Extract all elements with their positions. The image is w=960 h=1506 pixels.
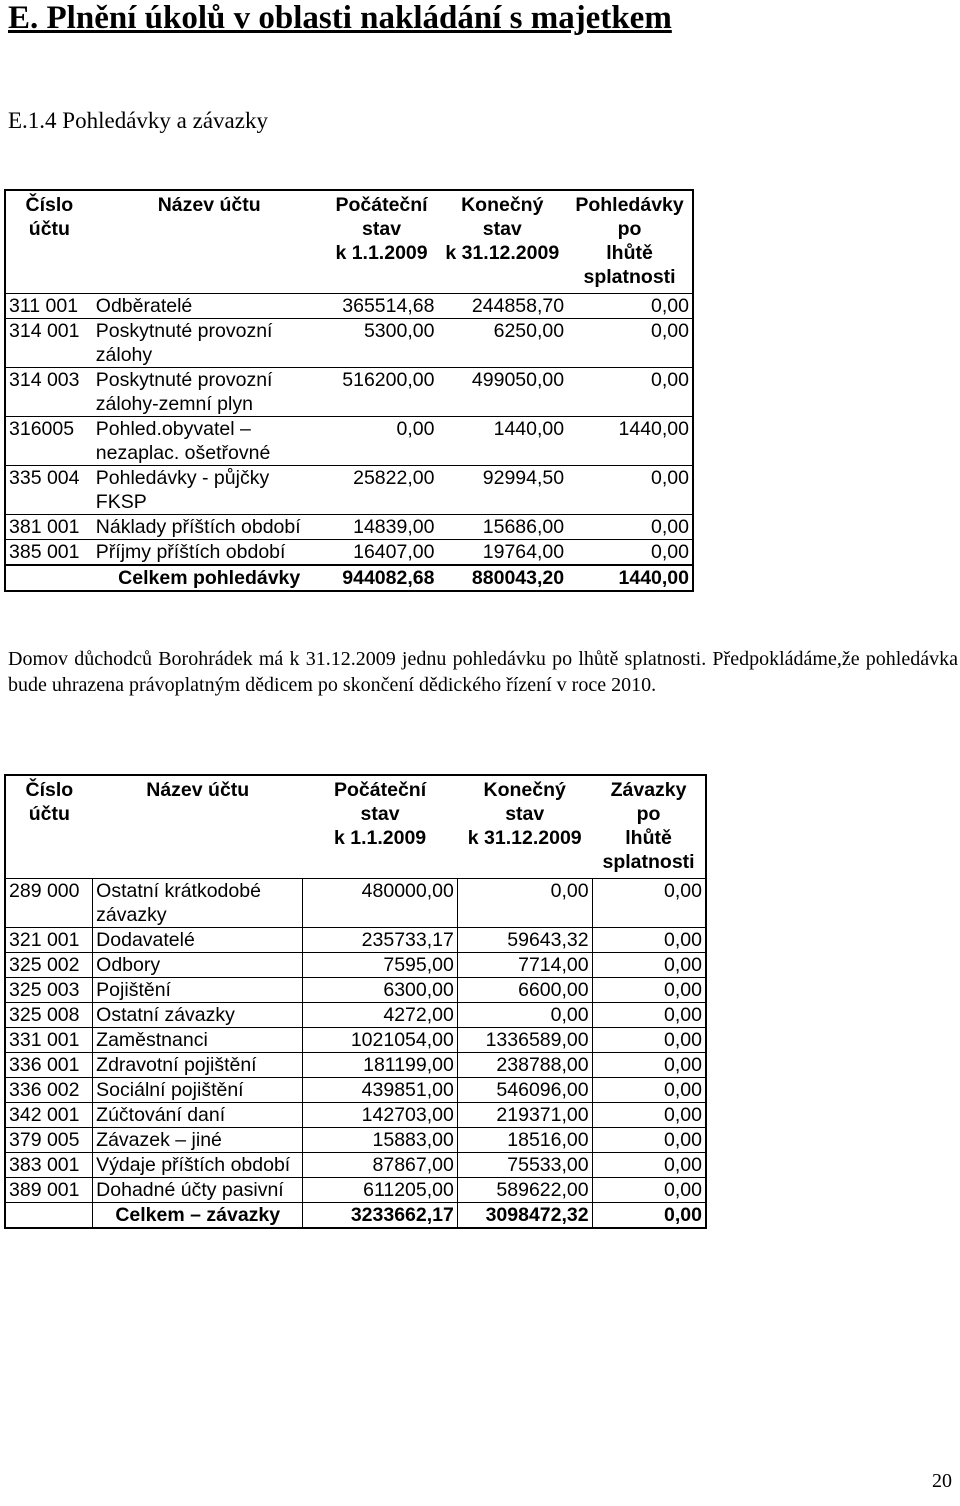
name-cell: Zdravotní pojištění xyxy=(93,1053,303,1078)
end-value-cell: 18516,00 xyxy=(457,1128,592,1153)
account-cell: 325 002 xyxy=(5,953,93,978)
start-value-cell: 439851,00 xyxy=(303,1078,458,1103)
start-value-cell: 0,00 xyxy=(326,417,438,466)
end-value-cell: 238788,00 xyxy=(457,1053,592,1078)
end-value-cell: 1440,00 xyxy=(437,417,567,466)
end-value-cell: 7714,00 xyxy=(457,953,592,978)
overdue-value-cell: 0,00 xyxy=(567,540,693,566)
table-row xyxy=(5,1153,706,1178)
end-value-cell: 499050,00 xyxy=(437,368,567,417)
account-cell: 314 003 xyxy=(5,368,93,417)
total-start: 944082,68 xyxy=(326,565,438,591)
overdue-value-cell: 0,00 xyxy=(592,1053,706,1078)
start-value-cell: 16407,00 xyxy=(326,540,438,566)
name-cell: Pohled.obyvatel – nezaplac. ošetřovné xyxy=(93,417,326,466)
start-value-cell: 235733,17 xyxy=(303,928,458,953)
name-cell: Náklady příštích období xyxy=(93,515,326,540)
start-value-cell: 181199,00 xyxy=(303,1053,458,1078)
header-account: Číslo účtu xyxy=(5,775,93,879)
overdue-value-cell: 0,00 xyxy=(592,1028,706,1053)
total-end: 3098472,32 xyxy=(457,1203,592,1229)
name-cell: Závazek – jiné xyxy=(93,1128,303,1153)
overdue-value-cell: 0,00 xyxy=(592,879,706,928)
total-start: 3233662,17 xyxy=(303,1203,458,1229)
end-value-cell: 92994,50 xyxy=(437,466,567,515)
header-account: Číslo účtu xyxy=(5,190,93,294)
total-row xyxy=(5,565,693,591)
overdue-value-cell: 0,00 xyxy=(592,928,706,953)
start-value-cell: 142703,00 xyxy=(303,1103,458,1128)
end-value-cell: 589622,00 xyxy=(457,1178,592,1203)
table-row xyxy=(5,978,706,1003)
account-cell: 381 001 xyxy=(5,515,93,540)
start-value-cell: 15883,00 xyxy=(303,1128,458,1153)
start-value-cell: 480000,00 xyxy=(303,879,458,928)
end-value-cell: 19764,00 xyxy=(437,540,567,566)
table-row xyxy=(5,1028,706,1053)
overdue-value-cell: 0,00 xyxy=(567,368,693,417)
table-row xyxy=(5,466,693,515)
page-number: 20 xyxy=(932,1470,952,1492)
header-start: Počáteční stav k 1.1.2009 xyxy=(303,775,458,879)
overdue-value-cell: 0,00 xyxy=(592,953,706,978)
end-value-cell: 244858,70 xyxy=(437,294,567,319)
table-row xyxy=(5,953,706,978)
name-cell: Zaměstnanci xyxy=(93,1028,303,1053)
account-cell: 336 001 xyxy=(5,1053,93,1078)
table-row xyxy=(5,294,693,319)
start-value-cell: 1021054,00 xyxy=(303,1028,458,1053)
note-paragraph: Domov důchodců Borohrádek má k 31.12.2009 jednu pohledávku po lhůtě splatnosti. Předpokládáme,že pohledávka bude uhrazena právoplatným dědicem po skončení dědického řízení v roce 2010. xyxy=(8,648,958,696)
table-row xyxy=(5,417,693,466)
end-value-cell: 219371,00 xyxy=(457,1103,592,1128)
end-value-cell: 6600,00 xyxy=(457,978,592,1003)
account-cell: 379 005 xyxy=(5,1128,93,1153)
account-cell: 335 004 xyxy=(5,466,93,515)
start-value-cell: 87867,00 xyxy=(303,1153,458,1178)
start-value-cell: 14839,00 xyxy=(326,515,438,540)
account-cell: 316005 xyxy=(5,417,93,466)
start-value-cell: 7595,00 xyxy=(303,953,458,978)
overdue-value-cell: 0,00 xyxy=(592,978,706,1003)
account-cell: 342 001 xyxy=(5,1103,93,1128)
account-cell: 383 001 xyxy=(5,1153,93,1178)
start-value-cell: 5300,00 xyxy=(326,319,438,368)
account-cell: 389 001 xyxy=(5,1178,93,1203)
subsection-title: E.1.4 Pohledávky a závazky xyxy=(8,108,268,133)
section-title: E. Plnění úkolů v oblasti nakládání s majetkem xyxy=(8,0,672,36)
header-overdue: Pohledávky po lhůtě splatnosti xyxy=(567,190,693,294)
header-start: Počáteční stav k 1.1.2009 xyxy=(326,190,438,294)
overdue-value-cell: 0,00 xyxy=(567,466,693,515)
receivables-header-row xyxy=(5,190,693,294)
account-cell: 289 000 xyxy=(5,879,93,928)
name-cell: Výdaje příštích období xyxy=(93,1153,303,1178)
total-row xyxy=(5,1203,706,1229)
header-overdue: Závazky po lhůtě splatnosti xyxy=(592,775,706,879)
end-value-cell: 0,00 xyxy=(457,879,592,928)
account-cell: 385 001 xyxy=(5,540,93,566)
name-cell: Pohledávky - půjčky FKSP xyxy=(93,466,326,515)
total-end: 880043,20 xyxy=(437,565,567,591)
table-row xyxy=(5,368,693,417)
start-value-cell: 4272,00 xyxy=(303,1003,458,1028)
name-cell: Odbory xyxy=(93,953,303,978)
total-overdue: 0,00 xyxy=(592,1203,706,1229)
end-value-cell: 75533,00 xyxy=(457,1153,592,1178)
name-cell: Ostatní krátkodobé závazky xyxy=(93,879,303,928)
total-label: Celkem – závazky xyxy=(93,1203,303,1229)
total-empty-cell xyxy=(5,565,93,591)
start-value-cell: 25822,00 xyxy=(326,466,438,515)
overdue-value-cell: 0,00 xyxy=(592,1103,706,1128)
table-row xyxy=(5,1003,706,1028)
receivables-table xyxy=(4,189,694,592)
table-row xyxy=(5,1103,706,1128)
overdue-value-cell: 1440,00 xyxy=(567,417,693,466)
account-cell: 321 001 xyxy=(5,928,93,953)
name-cell: Zúčtování daní xyxy=(93,1103,303,1128)
table-row xyxy=(5,928,706,953)
name-cell: Dodavatelé xyxy=(93,928,303,953)
account-cell: 314 001 xyxy=(5,319,93,368)
end-value-cell: 1336589,00 xyxy=(457,1028,592,1053)
header-end: Konečný stav k 31.12.2009 xyxy=(437,190,567,294)
overdue-value-cell: 0,00 xyxy=(592,1178,706,1203)
table-row xyxy=(5,1128,706,1153)
liabilities-table xyxy=(4,774,707,1229)
start-value-cell: 6300,00 xyxy=(303,978,458,1003)
name-cell: Poskytnuté provozní zálohy-zemní plyn xyxy=(93,368,326,417)
overdue-value-cell: 0,00 xyxy=(567,515,693,540)
name-cell: Poskytnuté provozní zálohy xyxy=(93,319,326,368)
header-name: Název účtu xyxy=(93,775,303,879)
end-value-cell: 15686,00 xyxy=(437,515,567,540)
total-label: Celkem pohledávky xyxy=(93,565,326,591)
table-row xyxy=(5,879,706,928)
total-overdue: 1440,00 xyxy=(567,565,693,591)
start-value-cell: 365514,68 xyxy=(326,294,438,319)
table-row xyxy=(5,1053,706,1078)
overdue-value-cell: 0,00 xyxy=(592,1003,706,1028)
end-value-cell: 59643,32 xyxy=(457,928,592,953)
end-value-cell: 0,00 xyxy=(457,1003,592,1028)
table-row xyxy=(5,515,693,540)
header-name: Název účtu xyxy=(93,190,326,294)
overdue-value-cell: 0,00 xyxy=(592,1153,706,1178)
account-cell: 336 002 xyxy=(5,1078,93,1103)
table-row xyxy=(5,1178,706,1203)
start-value-cell: 516200,00 xyxy=(326,368,438,417)
overdue-value-cell: 0,00 xyxy=(592,1078,706,1103)
name-cell: Sociální pojištění xyxy=(93,1078,303,1103)
table-row xyxy=(5,319,693,368)
end-value-cell: 6250,00 xyxy=(437,319,567,368)
liabilities-header-row xyxy=(5,775,706,879)
account-cell: 311 001 xyxy=(5,294,93,319)
table-row xyxy=(5,540,693,566)
name-cell: Dohadné účty pasivní xyxy=(93,1178,303,1203)
overdue-value-cell: 0,00 xyxy=(567,294,693,319)
name-cell: Pojištění xyxy=(93,978,303,1003)
total-empty-cell xyxy=(5,1203,93,1229)
table-row xyxy=(5,1078,706,1103)
name-cell: Příjmy příštích období xyxy=(93,540,326,566)
overdue-value-cell: 0,00 xyxy=(592,1128,706,1153)
header-end: Konečný stav k 31.12.2009 xyxy=(457,775,592,879)
start-value-cell: 611205,00 xyxy=(303,1178,458,1203)
name-cell: Ostatní závazky xyxy=(93,1003,303,1028)
account-cell: 325 003 xyxy=(5,978,93,1003)
name-cell: Odběratelé xyxy=(93,294,326,319)
overdue-value-cell: 0,00 xyxy=(567,319,693,368)
account-cell: 325 008 xyxy=(5,1003,93,1028)
account-cell: 331 001 xyxy=(5,1028,93,1053)
end-value-cell: 546096,00 xyxy=(457,1078,592,1103)
